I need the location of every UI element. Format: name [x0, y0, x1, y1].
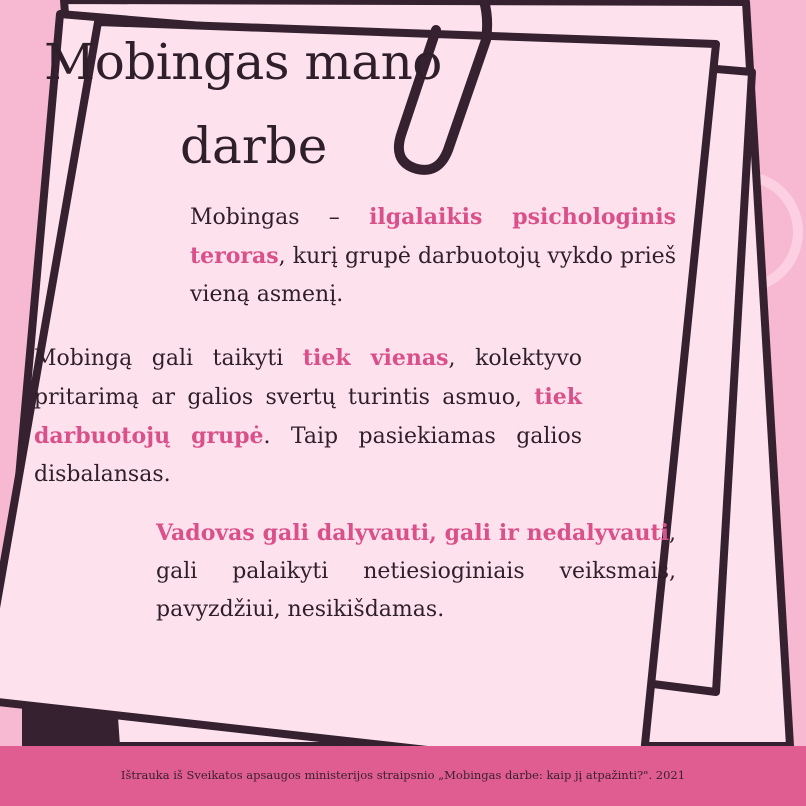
perpetrator-text-1: Mobingą gali taikyti [34, 346, 303, 371]
definition-highlight: ilgalaikis psichologinis teroras [190, 204, 676, 269]
definition-text-1: Mobingas – [190, 205, 370, 230]
definition-text-2: , kurį grupė darbuotojų vykdo prieš vieną asmenį. [190, 244, 676, 307]
perpetrator-highlight-2: tiek darbuotojų grupė [34, 384, 582, 449]
manager-paragraph [156, 514, 676, 629]
source-citation: Ištrauka iš Sveikatos apsaugos ministerijos straipsnio „Mobingas darbe: kaip jį atpažinti?". 2021 [120, 768, 686, 782]
perpetrator-text-2: , kolektyvo pritarimą ar galios svertų turintis asmuo, [34, 346, 582, 410]
page-title-line2: darbe [180, 117, 328, 175]
page-title-line1: Mobingas mano [44, 33, 442, 91]
perpetrator-paragraph [34, 339, 582, 494]
manager-highlight: Vadovas gali dalyvauti, gali ir nedalyvauti [156, 520, 669, 546]
footer-bar [0, 746, 806, 806]
definition-paragraph [190, 198, 676, 314]
manager-text-1: , gali palaikyti netiesioginiais veiksmais, pavyzdžiui, nesikišdamas. [156, 521, 676, 622]
perpetrator-text-3: . Taip pasiekiamas galios disbalansas. [34, 424, 582, 487]
perpetrator-highlight-1: tiek vienas [302, 345, 449, 371]
